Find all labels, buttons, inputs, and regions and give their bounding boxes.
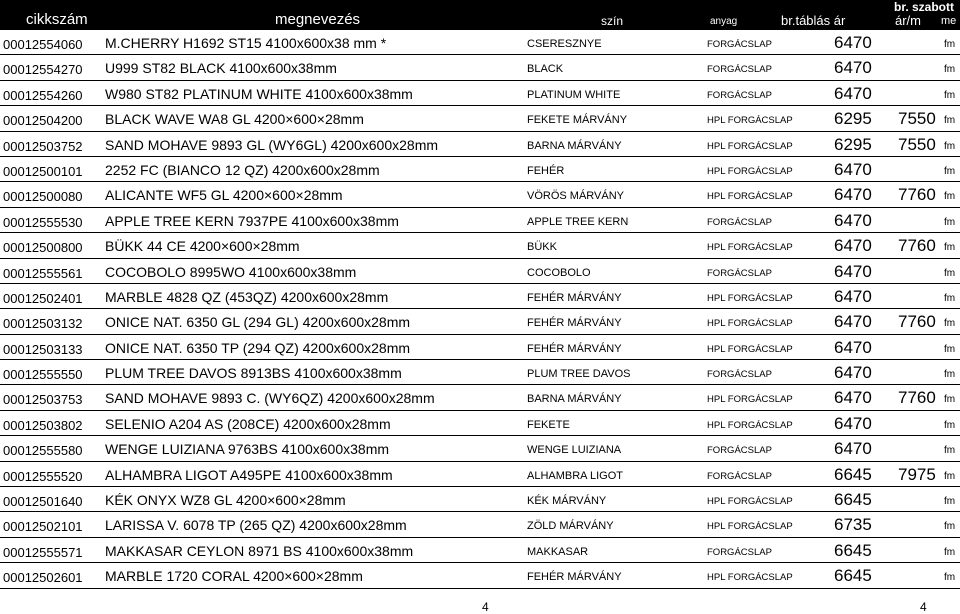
table-row bbox=[0, 462, 960, 487]
row-unit: fm bbox=[944, 470, 956, 482]
row-price: 6470 bbox=[834, 33, 872, 52]
row-color: WENGE LUIZIANA bbox=[527, 444, 622, 457]
row-code: 00012555580 bbox=[3, 443, 83, 459]
row-color: COCOBOLO bbox=[527, 266, 591, 279]
row-unit: fm bbox=[944, 419, 956, 431]
row-code: 00012555571 bbox=[3, 544, 83, 560]
row-price: 6645 bbox=[834, 490, 872, 510]
table-row bbox=[0, 182, 960, 207]
row-material: HPL FORGÁCSLAP bbox=[707, 165, 793, 177]
row-material: FORGÁCSLAP bbox=[707, 267, 772, 279]
row-price: 6645 bbox=[834, 464, 872, 484]
row-color: BLACK bbox=[527, 63, 564, 76]
row-material: HPL FORGÁCSLAP bbox=[707, 394, 793, 406]
row-price: 6470 bbox=[834, 312, 872, 332]
row-name: APPLE TREE KERN 7937PE 4100x600x38mm bbox=[105, 212, 399, 229]
header-unit: me bbox=[941, 15, 957, 27]
row-unit: fm bbox=[944, 64, 956, 76]
row-name: SAND MOHAVE 9893 GL (WY6GL) 4200x600x28mm bbox=[105, 136, 439, 153]
table-row bbox=[0, 132, 960, 157]
row-material: HPL FORGÁCSLAP bbox=[707, 318, 793, 330]
row-price2: 7975 bbox=[898, 464, 936, 484]
row-unit: fm bbox=[944, 242, 956, 254]
row-price: 6470 bbox=[834, 210, 872, 230]
row-color: FEHÉR MÁRVÁNY bbox=[527, 291, 622, 304]
row-name: BÜKK 44 CE 4200×600×28mm bbox=[105, 238, 300, 255]
page-number-left: 4 bbox=[482, 600, 489, 614]
row-unit: fm bbox=[944, 343, 956, 355]
row-price: 6470 bbox=[834, 363, 872, 383]
table-row bbox=[0, 411, 960, 436]
row-code: 00012555530 bbox=[3, 214, 83, 230]
row-name: MAKKASAR CEYLON 8971 BS 4100x600x38mm bbox=[105, 542, 414, 559]
row-unit: fm bbox=[944, 521, 956, 533]
row-unit: fm bbox=[944, 369, 956, 381]
row-material: FORGÁCSLAP bbox=[707, 369, 772, 381]
row-color: ZÖLD MÁRVÁNY bbox=[527, 520, 614, 533]
row-price2: 7760 bbox=[898, 312, 936, 332]
row-unit: fm bbox=[944, 572, 956, 584]
header-color: szín bbox=[601, 14, 624, 28]
row-color: APPLE TREE KERN bbox=[527, 215, 629, 228]
row-name: W980 ST82 PLATINUM WHITE 4100x600x38mm bbox=[105, 85, 413, 102]
row-price: 6295 bbox=[834, 109, 872, 129]
row-code: 00012503753 bbox=[3, 392, 83, 408]
table-row bbox=[0, 55, 960, 80]
row-color: BARNA MÁRVÁNY bbox=[527, 393, 622, 406]
row-name: ALICANTE WF5 GL 4200×600×28mm bbox=[105, 187, 343, 204]
row-color: FEKETE MÁRVÁNY bbox=[527, 114, 628, 127]
row-unit: fm bbox=[944, 546, 956, 558]
table-row bbox=[0, 335, 960, 360]
row-name: ALHAMBRA LIGOT A495PE 4100x600x38mm bbox=[105, 466, 393, 483]
page-number-right: 4 bbox=[920, 600, 927, 614]
row-color: KÉK MÁRVÁNY bbox=[527, 495, 607, 508]
row-color: PLATINUM WHITE bbox=[527, 88, 621, 101]
row-material: HPL FORGÁCSLAP bbox=[707, 191, 793, 203]
row-code: 00012503133 bbox=[3, 341, 83, 357]
header-unit-price: ár/m bbox=[895, 13, 921, 28]
row-name: COCOBOLO 8995WO 4100x600x38mm bbox=[105, 263, 357, 280]
row-code: 00012500101 bbox=[3, 163, 83, 179]
row-name: ONICE NAT. 6350 TP (294 QZ) 4200x600x28mm bbox=[105, 339, 411, 356]
row-material: HPL FORGÁCSLAP bbox=[707, 343, 793, 355]
row-code: 00012500800 bbox=[3, 240, 83, 256]
row-unit: fm bbox=[944, 165, 956, 177]
row-code: 00012501640 bbox=[3, 494, 83, 510]
header-price: br.táblás ár bbox=[781, 13, 846, 28]
price-table bbox=[0, 30, 960, 589]
table-row bbox=[0, 309, 960, 334]
row-code: 00012503132 bbox=[3, 316, 83, 332]
row-code: 00012500080 bbox=[3, 189, 83, 205]
row-price: 6470 bbox=[834, 337, 872, 357]
row-color: MAKKASAR bbox=[527, 545, 589, 558]
row-color: PLUM TREE DAVOS bbox=[527, 368, 631, 381]
row-name: BLACK WAVE WA8 GL 4200×600×28mm bbox=[105, 111, 364, 128]
header-group-label: br. szabott bbox=[894, 0, 955, 14]
row-price2: 7550 bbox=[898, 109, 936, 129]
row-color: FEHÉR bbox=[527, 164, 565, 177]
row-material: FORGÁCSLAP bbox=[707, 546, 772, 558]
row-unit: fm bbox=[944, 39, 956, 50]
row-unit: fm bbox=[944, 318, 956, 330]
row-name: MARBLE 1720 CORAL 4200×600×28mm bbox=[105, 568, 363, 585]
header-name: megnevezés bbox=[275, 11, 361, 28]
row-price: 6470 bbox=[834, 159, 872, 179]
row-price: 6470 bbox=[834, 413, 872, 433]
row-name: U999 ST82 BLACK 4100x600x38mm bbox=[105, 60, 337, 77]
row-material: HPL FORGÁCSLAP bbox=[707, 496, 793, 508]
row-material: HPL FORGÁCSLAP bbox=[707, 115, 793, 127]
row-code: 00012555550 bbox=[3, 367, 83, 383]
row-code: 00012555520 bbox=[3, 468, 83, 484]
table-row bbox=[0, 563, 960, 588]
table-row bbox=[0, 385, 960, 410]
row-material: HPL FORGÁCSLAP bbox=[707, 419, 793, 431]
row-price2: 7760 bbox=[898, 185, 936, 205]
row-color: FEKETE bbox=[527, 418, 570, 431]
row-unit: fm bbox=[944, 89, 956, 101]
table-row bbox=[0, 360, 960, 385]
row-price: 6470 bbox=[834, 261, 872, 281]
row-color: FEHÉR MÁRVÁNY bbox=[527, 342, 622, 355]
row-name: MARBLE 4828 QZ (453QZ) 4200x600x28mm bbox=[105, 288, 389, 305]
row-price: 6735 bbox=[834, 515, 872, 535]
row-name: WENGE LUIZIANA 9763BS 4100x600x38mm bbox=[105, 441, 390, 458]
row-price: 6470 bbox=[834, 236, 872, 256]
row-name: LARISSA V. 6078 TP (265 QZ) 4200x600x28mm bbox=[105, 517, 407, 534]
row-material: HPL FORGÁCSLAP bbox=[707, 572, 793, 584]
row-code: 00012503752 bbox=[3, 138, 83, 154]
row-material: HPL FORGÁCSLAP bbox=[707, 521, 793, 533]
table-row bbox=[0, 106, 960, 131]
table-row bbox=[0, 284, 960, 309]
row-price: 6470 bbox=[834, 185, 872, 205]
row-price: 6470 bbox=[834, 388, 872, 408]
row-code: 00012502401 bbox=[3, 290, 83, 306]
row-color: VÖRÖS MÁRVÁNY bbox=[527, 190, 624, 203]
row-name: PLUM TREE DAVOS 8913BS 4100x600x38mm bbox=[105, 365, 402, 382]
row-code: 00012504200 bbox=[3, 113, 83, 129]
row-price2: 7760 bbox=[898, 388, 936, 408]
row-name: 2252 FC (BIANCO 12 QZ) 4200x600x28mm bbox=[105, 161, 380, 178]
row-name: M.CHERRY H1692 ST15 4100x600x38 mm * bbox=[105, 35, 387, 51]
row-name: SELENIO A204 AS (208CE) 4200x600x28mm bbox=[105, 415, 391, 432]
row-name: ONICE NAT. 6350 GL (294 GL) 4200x600x28mm bbox=[105, 314, 411, 331]
row-price: 6470 bbox=[834, 58, 872, 78]
row-price: 6470 bbox=[834, 83, 872, 103]
row-material: HPL FORGÁCSLAP bbox=[707, 292, 793, 304]
table-row bbox=[0, 259, 960, 284]
table-row bbox=[0, 487, 960, 512]
row-price: 6295 bbox=[834, 134, 872, 154]
row-color: BÜKK bbox=[527, 241, 557, 254]
table-row bbox=[0, 233, 960, 258]
row-unit: fm bbox=[944, 115, 956, 127]
row-material: HPL FORGÁCSLAP bbox=[707, 242, 793, 254]
row-color: ALHAMBRA LIGOT bbox=[527, 469, 623, 482]
row-unit: fm bbox=[944, 445, 956, 457]
row-material: FORGÁCSLAP bbox=[707, 89, 772, 101]
row-price2: 7760 bbox=[898, 236, 936, 256]
row-unit: fm bbox=[944, 267, 956, 279]
row-price: 6645 bbox=[834, 540, 872, 560]
row-code: 00012554270 bbox=[3, 62, 83, 78]
header-code: cikkszám bbox=[26, 11, 88, 28]
row-code: 00012555561 bbox=[3, 265, 83, 281]
row-unit: fm bbox=[944, 292, 956, 304]
row-material: FORGÁCSLAP bbox=[707, 64, 772, 76]
row-unit: fm bbox=[944, 394, 956, 406]
row-code: 00012554260 bbox=[3, 87, 83, 103]
table-row bbox=[0, 157, 960, 182]
row-material: FORGÁCSLAP bbox=[707, 216, 772, 228]
row-code: 00012502601 bbox=[3, 570, 83, 586]
row-material: FORGÁCSLAP bbox=[707, 470, 772, 482]
row-price: 6470 bbox=[834, 286, 872, 306]
row-unit: fm bbox=[944, 496, 956, 508]
row-price: 6470 bbox=[834, 439, 872, 459]
header-material: anyag bbox=[710, 16, 738, 27]
row-material: FORGÁCSLAP bbox=[707, 445, 772, 457]
row-color: FEHÉR MÁRVÁNY bbox=[527, 571, 622, 584]
row-name: SAND MOHAVE 9893 C. (WY6QZ) 4200x600x28mm bbox=[105, 390, 435, 407]
row-material: HPL FORGÁCSLAP bbox=[707, 140, 793, 152]
row-color: BARNA MÁRVÁNY bbox=[527, 139, 622, 152]
table-header bbox=[0, 0, 960, 30]
table-row bbox=[0, 30, 960, 55]
row-code: 00012502101 bbox=[3, 519, 83, 535]
row-price2: 7550 bbox=[898, 134, 936, 154]
row-unit: fm bbox=[944, 191, 956, 203]
row-name: KÉK ONYX WZ8 GL 4200×600×28mm bbox=[105, 492, 346, 509]
row-code: 00012554060 bbox=[3, 37, 83, 52]
table-row bbox=[0, 81, 960, 106]
table-row bbox=[0, 208, 960, 233]
row-code: 00012503802 bbox=[3, 417, 83, 433]
row-price: 6645 bbox=[834, 566, 872, 586]
table-row bbox=[0, 436, 960, 461]
row-unit: fm bbox=[944, 140, 956, 152]
table-row bbox=[0, 538, 960, 563]
row-material: FORGÁCSLAP bbox=[707, 39, 772, 50]
row-color: FEHÉR MÁRVÁNY bbox=[527, 317, 622, 330]
row-color: CSERESZNYE bbox=[527, 38, 602, 50]
table-row bbox=[0, 512, 960, 537]
row-unit: fm bbox=[944, 216, 956, 228]
